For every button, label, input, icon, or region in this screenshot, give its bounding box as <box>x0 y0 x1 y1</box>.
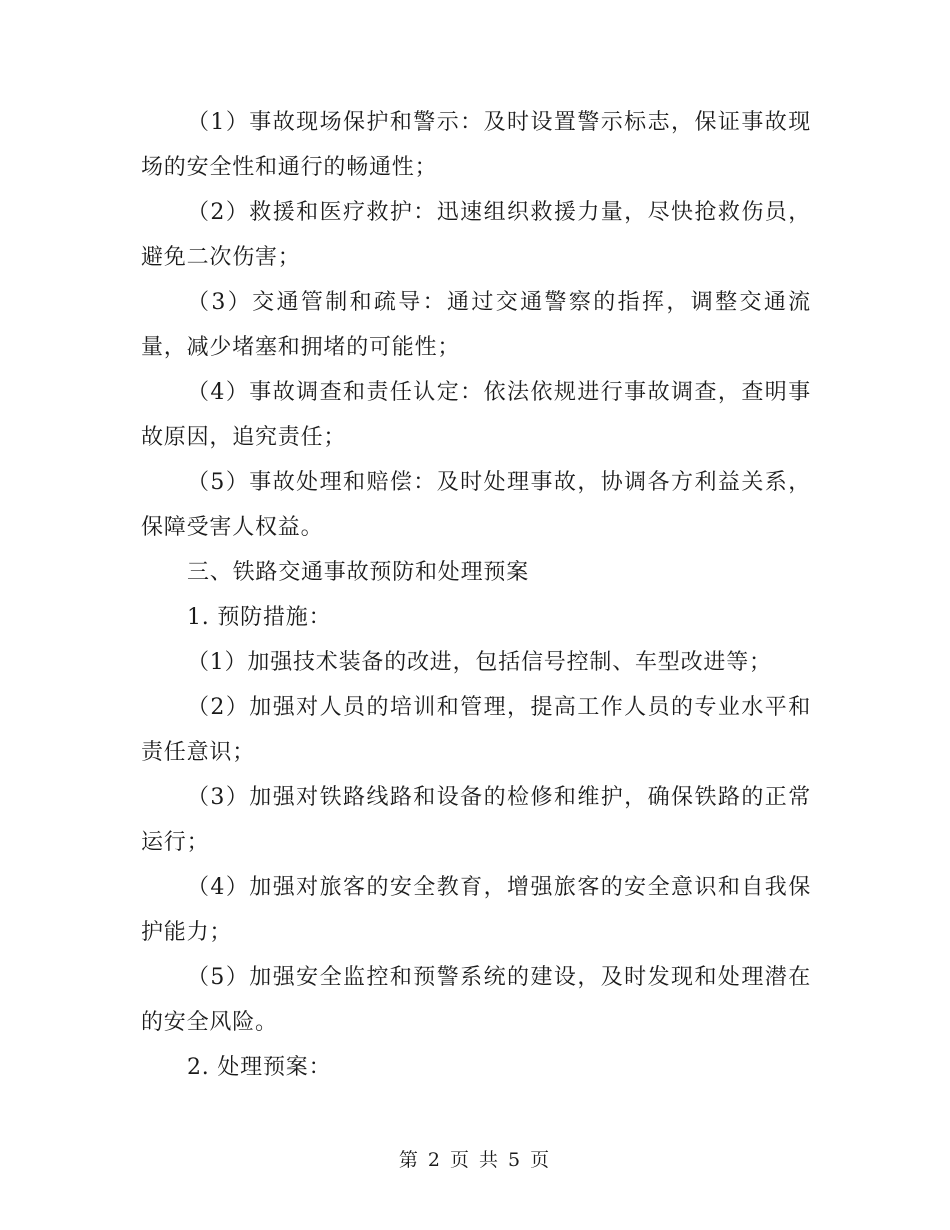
paragraph-accident-scene-protection: （1）事故现场保护和警示：及时设置警示标志，保证事故现场的安全性和通行的畅通性； <box>141 110 811 180</box>
document-body <box>141 100 811 1090</box>
subheading-prevention-measures: 1. 预防措施： <box>187 605 332 630</box>
paragraph-rescue-medical: （2）救援和医疗救护：迅速组织救援力量，尽快抢救伤员，避免二次伤害； <box>141 200 811 270</box>
paragraph-line-maintenance: （3）加强对铁路线路和设备的检修和维护，确保铁路的正常运行； <box>141 785 811 855</box>
paragraph-technical-equipment: （1）加强技术装备的改进，包括信号控制、车型改进等； <box>187 650 772 675</box>
paragraph-traffic-control: （3）交通管制和疏导：通过交通警察的指挥，调整交通流量，减少堵塞和拥堵的可能性； <box>141 290 811 360</box>
paragraph-monitoring-system: （5）加强安全监控和预警系统的建设，及时发现和处理潜在的安全风险。 <box>141 965 811 1035</box>
paragraph-accident-investigation: （4）事故调查和责任认定：依法依规进行事故调查，查明事故原因，追究责任； <box>141 380 811 450</box>
paragraph-accident-compensation: （5）事故处理和赔偿：及时处理事故，协调各方利益关系，保障受害人权益。 <box>141 470 811 540</box>
paragraph-passenger-education: （4）加强对旅客的安全教育，增强旅客的安全意识和自我保护能力； <box>141 875 811 945</box>
paragraph-staff-training: （2）加强对人员的培训和管理，提高工作人员的专业水平和责任意识； <box>141 695 811 765</box>
subheading-handling-plan: 2. 处理预案： <box>187 1055 332 1080</box>
page-footer: 第 2 页 共 5 页 <box>398 1149 552 1171</box>
section-heading-railway: 三、铁路交通事故预防和处理预案 <box>187 560 530 585</box>
